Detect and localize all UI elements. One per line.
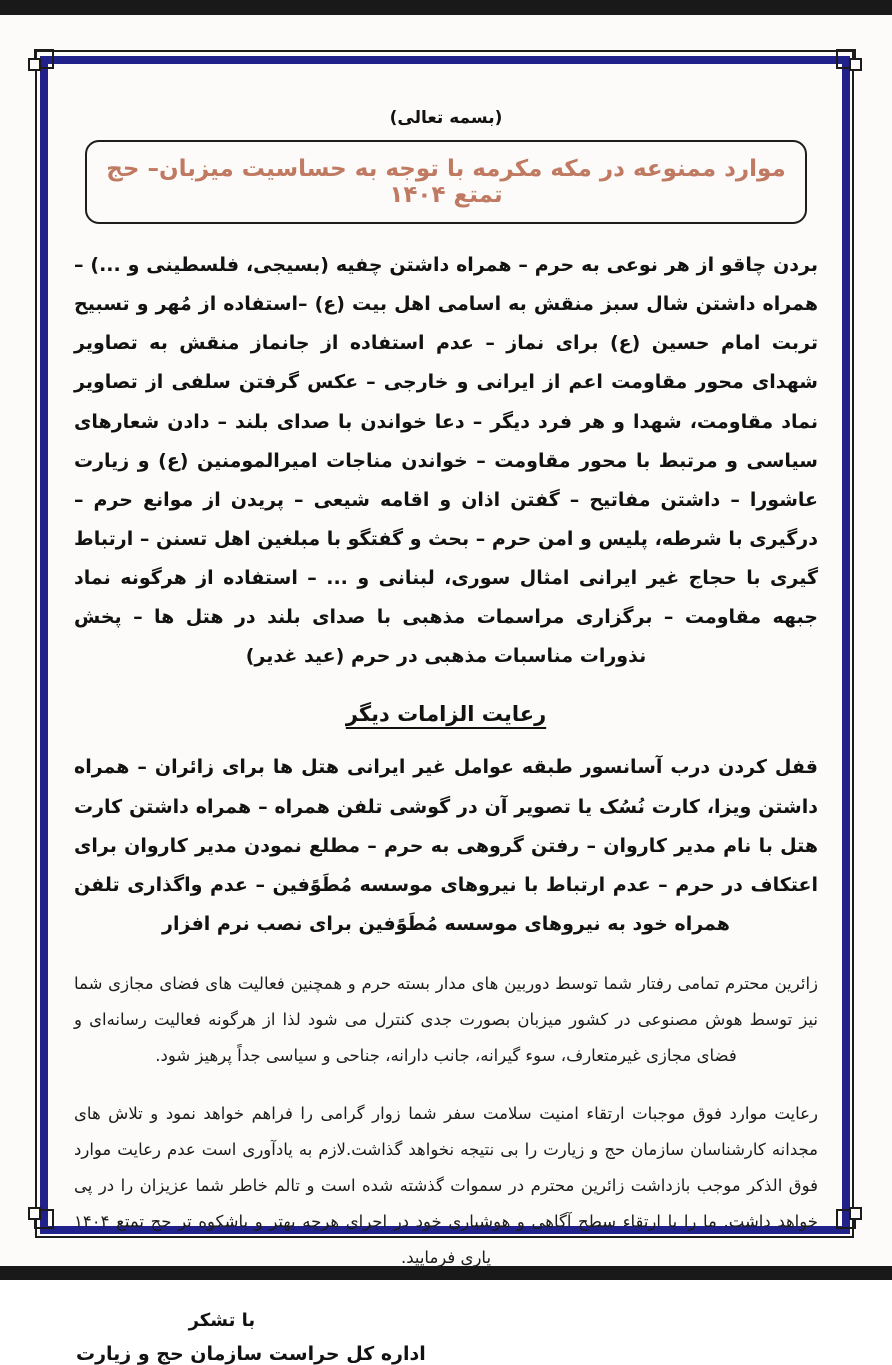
notice-paragraph-surveillance: زائرین محترم تمامی رفتار شما توسط دوربین های مدار بسته حرم و همچنین فعالیت های فضای مجازی شما نیز توسط هوش مصنوعی در کشور میزبان بصورت جدی کنترل می شود لذا از هرگونه فعالیت رسانه‌ای و فضای مجازی غیرمتعارف، سوء گیرانه، جانب دارانه، جناحی و سیاسی جداً پرهیز شود.: [74, 974, 818, 1065]
corner-ornament-top-left: [30, 45, 60, 75]
signature-block: [74, 1310, 818, 1365]
page-title: موارد ممنوعه در مکه مکرمه با توجه به حساسیت میزبان– حج تمتع ۱۴۰۴: [106, 156, 786, 208]
corner-ornament-top-right: [830, 45, 860, 75]
requirements-paragraph: قفل کردن درب آسانسور طبقه عوامل غیر ایرانی هتل ها برای زائران – همراه داشتن ویزا، کارت نُسُک یا تصویر آن در گوشی تلفن همراه – همراه داشتن کارت هتل با نام مدیر کاروان – رفتن گروهی به حرم – مطلع نمودن مدیر کاروان برای اعتکاف در حرم – عدم ارتباط با نیروهای موسسه مُطَوًفین – عدم واگذاری تلفن همراه خود به نیروهای موسسه مُطَوًفین برای نصب نرم افزار: [74, 756, 818, 935]
top-black-bar: [0, 0, 892, 15]
prohibited-items-paragraph: بردن چاقو از هر نوعی به حرم – همراه داشتن چفیه (بسیجی، فلسطینی و ...) – همراه داشتن شال سبز منقش به اسامی اهل بیت (ع) –استفاده از مُهر و تسبیح تربت امام حسین (ع) برای نماز – عدم استفاده از جانماز منقش به تصاویر شهدای محور مقاومت اعم از ایرانی و خارجی – عکس گرفتن سلفی از تصاویر نماد مقاومت، شهدا و هر فرد دیگر – دعا خواندن با صدای بلند – دادن شعارهای سیاسی و مرتبط با محور مقاومت – خواندن مناجات امیرالمومنین (ع) و زیارت عاشورا – داشتن مفاتیح – گفتن اذان و اقامه شیعی – پریدن از موانع حرم – درگیری با شرطه، پلیس و امن حرم – بحث و گفتگو با مبلغین اهل تسنن – ارتباط گیری با حجاج غیر ایرانی امثال سوری، لبنانی و ... – استفاده از هرگونه نماد جبهه مقاومت – برگزاری مراسمات مذهبی با صدای بلند در هتل ها – پخش نذورات مناسبات مذهبی در حرم (عید غدیر): [74, 254, 818, 668]
corner-ornament-bottom-right: [830, 1203, 860, 1233]
closing-signature-organization: اداره کل حراست سازمان حج و زیارت: [76, 1342, 426, 1365]
corner-ornament-bottom-left: [30, 1203, 60, 1233]
closing-thanks: با تشکر: [188, 1309, 256, 1331]
notice-paragraph-compliance: رعایت موارد فوق موجبات ارتقاء امنیت سلامت سفر شما زوار گرامی را فراهم خواهد نمود و تلاش های مجدانه کارشناسان سازمان حج و زیارت را بی نتیجه نخواهد گذاشت.لازم به یادآوری است عدم رعایت موارد فوق الذکر موجب بازداشت زائرین محترم در سموات گذشته شده است و تالم خاطر شما عزیزان را در پی خواهد داشت. ما را با ارتقاء سطح آگاهی و هوشیاری خود در اجرای هرچه بهتر و باشکوه تر حج تمتع ۱۴۰۴ یاری فرمایید.: [74, 1103, 818, 1267]
title-box: [85, 140, 807, 224]
section-heading-other-requirements: رعایت الزامات دیگر: [345, 702, 547, 727]
document-content: [74, 56, 818, 1365]
bismillah-text: (بسمه تعالی): [389, 108, 503, 128]
